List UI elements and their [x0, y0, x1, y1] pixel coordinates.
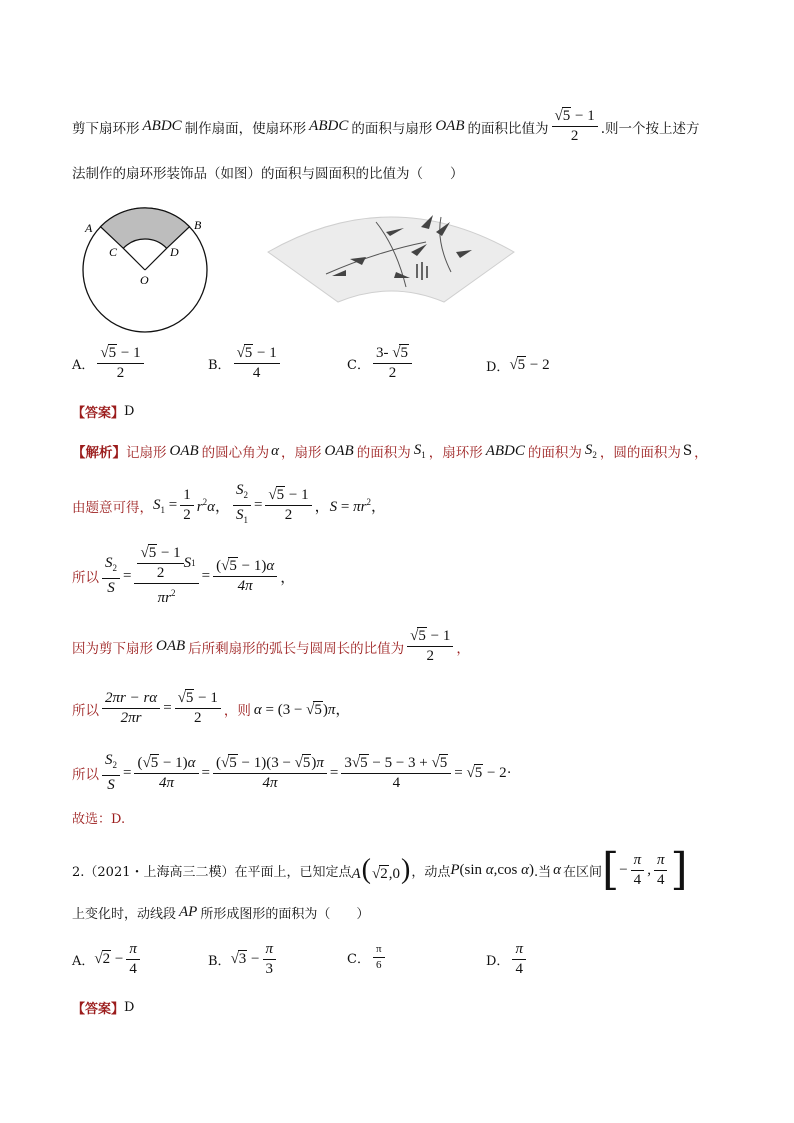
text: 所以 — [72, 702, 99, 719]
oab-label: OAB — [169, 442, 199, 459]
text: 的圆心角为 — [201, 445, 270, 461]
p1-option-c[interactable]: C． $\frac{3- √5}{2}$ — [347, 345, 415, 382]
option-label: B． — [208, 358, 231, 373]
label-c: C — [109, 245, 118, 259]
p1-option-a[interactable]: A． $\frac{√5 - 1}{2}$ — [72, 345, 147, 382]
oab-label: OAB — [324, 442, 354, 459]
text: 所形成图形的面积为（ ） — [200, 907, 370, 922]
text: ，则 — [223, 702, 251, 719]
text: 制作扇面，使扇环形 — [184, 120, 307, 137]
text: 所以 — [72, 767, 99, 783]
text: .当 — [534, 864, 552, 880]
p1-option-b[interactable]: B． $\frac{√5 - 1}{4}$ — [208, 345, 283, 382]
problem2-line1: 2.（2021・上海高三二模）在平面上，已知定点 A(√2,0) ，动点 P(sin α,cos α) .当 α 在区间 [ − $\frac{\pi}{4}$ , $\frac{\pi}{4}$ ] — [72, 844, 688, 895]
p1-option-d[interactable]: D． √5 − 2 — [486, 357, 550, 375]
ap-label: AP — [179, 904, 198, 920]
text: 后所剩扇形的弧长与圆周长的比值为 — [188, 640, 405, 657]
p1-answer — [72, 402, 134, 421]
text: 的面积与扇形 — [351, 120, 433, 137]
oab-label: OAB — [435, 118, 465, 134]
analysis-line5: 所以 $\frac{2\pi r - r\alpha}{2\pi r}$ = $\frac{√5 - 1}{2}$ ，则 α = (3 − √5)π， — [72, 690, 351, 726]
s-symbol: S — [682, 443, 693, 459]
p2-option-b[interactable]: B． √3 − $\frac{\pi}{3}$ — [208, 941, 279, 978]
option-label: D． — [486, 954, 510, 969]
text: 的面积比值为 — [467, 120, 549, 137]
text: ，扇形 — [281, 445, 322, 461]
label-b: B — [194, 218, 202, 232]
text: 的面积为 — [356, 445, 411, 461]
text: 上变化时，动线段 — [72, 907, 177, 922]
text: ，扇环形 — [428, 445, 483, 461]
ratio-fraction: $\frac{√5 - 1}{2}$ — [552, 108, 598, 145]
answer-tag: 【答案】 — [72, 406, 125, 421]
text: 所以 — [72, 570, 99, 586]
text: 因为剪下扇形 — [72, 640, 153, 657]
text: ，动点 — [411, 864, 451, 880]
p2-option-d[interactable]: D． $\frac{\pi}{4}$ — [486, 941, 529, 978]
problem1-line2 — [72, 162, 464, 182]
option-label: A． — [72, 358, 95, 373]
answer-value: D — [124, 404, 135, 419]
text: ， — [694, 445, 708, 461]
text: 由题意可得， — [72, 499, 153, 516]
analysis-line4: 因为剪下扇形 OAB 后所剩扇形的弧长与圆周长的比值为 $\frac{√5 - 1}{2}$ ， — [72, 628, 470, 664]
fan-painting-image — [266, 202, 516, 306]
option-label: C． — [347, 358, 370, 373]
text: 故选：D. — [72, 812, 126, 827]
option-label: C． — [347, 952, 370, 967]
text: 法制作的扇环形装饰品（如图）的面积与圆面积的比值为（ ） — [72, 166, 464, 182]
p2-option-a[interactable]: A． √2 − $\frac{\pi}{4}$ — [72, 941, 143, 978]
text: 剪下扇环形 — [72, 120, 140, 137]
oab-label: OAB — [156, 638, 186, 654]
problem1-line1 — [72, 108, 700, 145]
option-label: B． — [208, 954, 231, 969]
label-a: A — [85, 221, 93, 235]
abdc-label: ABDC — [485, 442, 525, 459]
p2-answer — [72, 998, 134, 1017]
p2-option-c[interactable]: C． $\frac{\pi}{6}$ — [347, 943, 388, 972]
analysis-line6: 所以 $\frac{S_2}{S}$ = $\frac{(√5 - 1)\alpha}{4\pi}$ = $\frac{(√5 - 1)(3 - √5)\pi}{4\pi}$ = $\frac{3√5 - 5 - 3 + √5}{4}$ = √5 − 2· — [72, 752, 512, 793]
answer-tag: 【答案】 — [72, 1002, 125, 1017]
sector-diagram — [80, 200, 220, 350]
option-label: D． — [486, 360, 510, 375]
abdc-label: ABDC — [309, 118, 349, 134]
text: 记扇形 — [126, 445, 167, 461]
p1-choose — [72, 808, 125, 827]
answer-value: D — [124, 1000, 135, 1015]
analysis-line1: 【解析】 记扇形 OAB 的圆心角为 α ，扇形 OAB 的面积为 $S_1$ ，扇环形 ABDC 的面积为 $S_2$ ，圆的面积为 S ， — [72, 442, 708, 461]
label-o: O — [140, 273, 149, 287]
text: 的面积为 — [527, 445, 582, 461]
label-d: D — [170, 245, 179, 259]
analysis-line3: 所以 $\frac{S_2}{S}$ = $\frac{√5 - 1}{2}$ S 1 $\pi r^2$ = $\frac{(√5 - 1)\alpha}{4\pi}$ ， — [72, 545, 296, 606]
option-label: A． — [72, 954, 95, 969]
analysis-line2: 由题意可得， $S_1$ = $\frac{1}{2}$ $r^2\alpha$， $\frac{S_2}{S_1}$ = $\frac{√5 - 1}{2}$ ，$S = \pi r^2$， — [72, 482, 386, 525]
analysis-tag: 【解析】 — [72, 445, 126, 461]
abdc-label: ABDC — [142, 118, 182, 134]
problem2-line2 — [72, 903, 369, 922]
text: ，圆的面积为 — [599, 445, 681, 461]
text: 2.（2021・上海高三二模）在平面上，已知定点 — [72, 864, 352, 880]
text: .则一个按上述方 — [600, 120, 700, 137]
text: 在区间 — [563, 864, 603, 880]
